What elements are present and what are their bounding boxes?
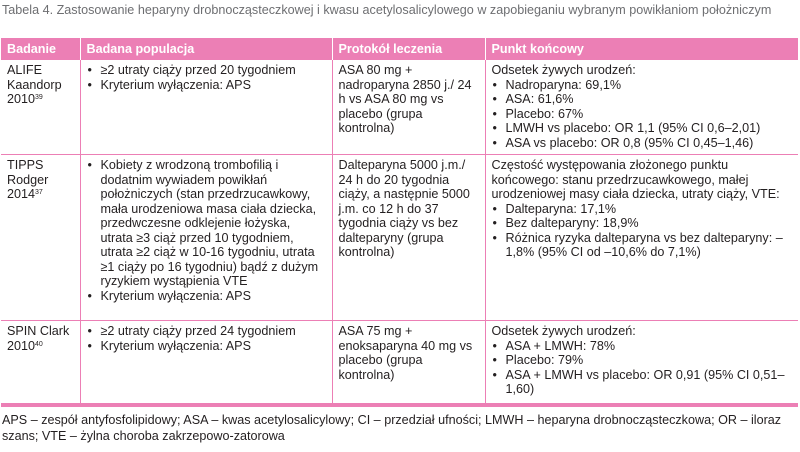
endpoint-cell <box>485 60 798 155</box>
endpoint-intro: Odsetek żywych urodzeń: <box>491 63 636 77</box>
study-cell <box>1 60 80 155</box>
population-list <box>87 158 326 303</box>
population-cell <box>80 60 332 155</box>
study-name: SPIN Clark 2010 <box>7 324 70 353</box>
endpoint-list <box>492 202 793 260</box>
endpoint-list <box>492 78 793 151</box>
list-item: • ASA + LMWH vs placebo: OR 0,91 (95% CI 0,51–1,60) <box>492 368 793 397</box>
data-table <box>1 38 798 405</box>
list-item: • Kryterium wyłączenia: APS <box>87 289 326 304</box>
endpoint-cell <box>485 321 798 404</box>
reference-number: 39 <box>35 94 43 101</box>
list-item: • ≥2 utraty ciąży przed 20 tygodniem <box>87 63 326 78</box>
population-cell <box>80 155 332 321</box>
table-row <box>1 321 798 404</box>
list-item: • Kryterium wyłączenia: APS <box>87 78 326 93</box>
column-header-endpoint: Punkt końcowy <box>485 38 798 60</box>
study-name: ALIFE Kaandorp 2010 <box>7 63 62 106</box>
study-name: TIPPS Rodger 2014 <box>7 158 49 201</box>
endpoint-intro: Odsetek żywych urodzeń: <box>491 324 636 338</box>
endpoint-cell <box>485 155 798 321</box>
column-header-population: Badana populacja <box>80 38 332 60</box>
table-row <box>1 155 798 321</box>
column-header-protocol: Protokół leczenia <box>332 38 485 60</box>
population-list <box>87 63 326 92</box>
list-item: • ASA vs placebo: OR 0,8 (95% CI 0,45–1,46) <box>492 136 793 151</box>
endpoint-intro: Częstość występowania złożonego punktu końcowego: stanu przedrzucawkowego, małej urodzeniowej masy ciała dziecka, utraty ciąży, VTE: <box>491 158 780 201</box>
table-bottom-rule <box>1 405 798 407</box>
reference-number: 40 <box>35 340 43 348</box>
abbreviations-footnote: APS – zespół antyfosfolipidowy; ASA – kwas acetylosalicylowy; CI – przedział ufności; LMWH – heparyna drobnocząsteczkowa; OR – iloraz szans; VTE – żylna choroba zakrzepowo-zatorowa <box>2 413 782 443</box>
list-item: • Placebo: 67% <box>492 107 793 122</box>
reference-number: 37 <box>35 189 43 196</box>
population-list <box>87 324 326 353</box>
list-item: • Dalteparyna: 17,1% <box>492 202 793 217</box>
list-item: • Placebo: 79% <box>492 353 793 368</box>
list-item: • Bez dalteparyny: 18,9% <box>492 216 793 231</box>
table-header-row <box>1 38 798 60</box>
protocol-cell: ASA 75 mg + enoksaparyna 40 mg vs placebo (grupa kontrolna) <box>332 321 485 404</box>
list-item: • Różnica ryzyka dalteparyna vs bez dalteparyny: –1,8% (95% CI od –10,6% do 7,1%) <box>492 231 793 260</box>
table-caption: Tabela 4. Zastosowanie heparyny drobnocząsteczkowej i kwasu acetylosalicylowego w zapobieganiu wybranym powikłaniom położniczym <box>2 3 772 17</box>
column-header-study: Badanie <box>1 38 80 60</box>
list-item: • ASA: 61,6% <box>492 92 793 107</box>
protocol-cell: Dalteparyna 5000 j.m./ 24 h do 20 tygodnia ciąży, a następnie 5000 j.m. co 12 h do 37 tygodnia ciąży vs bez dalteparyny (grupa kontrolna) <box>332 155 485 321</box>
list-item: • Nadroparyna: 69,1% <box>492 78 793 93</box>
protocol-cell: ASA 80 mg + nadroparyna 2850 j./ 24 h vs ASA 80 mg vs placebo (grupa kontrolna) <box>332 60 485 155</box>
table-row <box>1 60 798 155</box>
list-item: • LMWH vs placebo: OR 1,1 (95% CI 0,6–2,01) <box>492 121 793 136</box>
population-cell <box>80 321 332 404</box>
list-item: • ≥2 utraty ciąży przed 24 tygodniem <box>87 324 326 339</box>
list-item: • Kobiety z wrodzoną trombofilią i dodatnim wywiadem powikłań położniczych (stan przedrzucawkowy, mała urodzeniowa masa ciała dziecka, przedwczesne odklejenie łożyska, utrata ≥3 ciąż przed 10 tygodniem, utrata ≥2 ciąż w 10-16 tygodniu, utrata ≥1 ciąży po 16 tygodniu) bądź z dużym ryzykiem wystąpienia VTE <box>87 158 326 289</box>
endpoint-list <box>492 339 793 397</box>
study-cell <box>1 155 80 321</box>
list-item: • Kryterium wyłączenia: APS <box>87 339 326 354</box>
list-item: • ASA + LMWH: 78% <box>492 339 793 354</box>
study-cell <box>1 321 80 404</box>
